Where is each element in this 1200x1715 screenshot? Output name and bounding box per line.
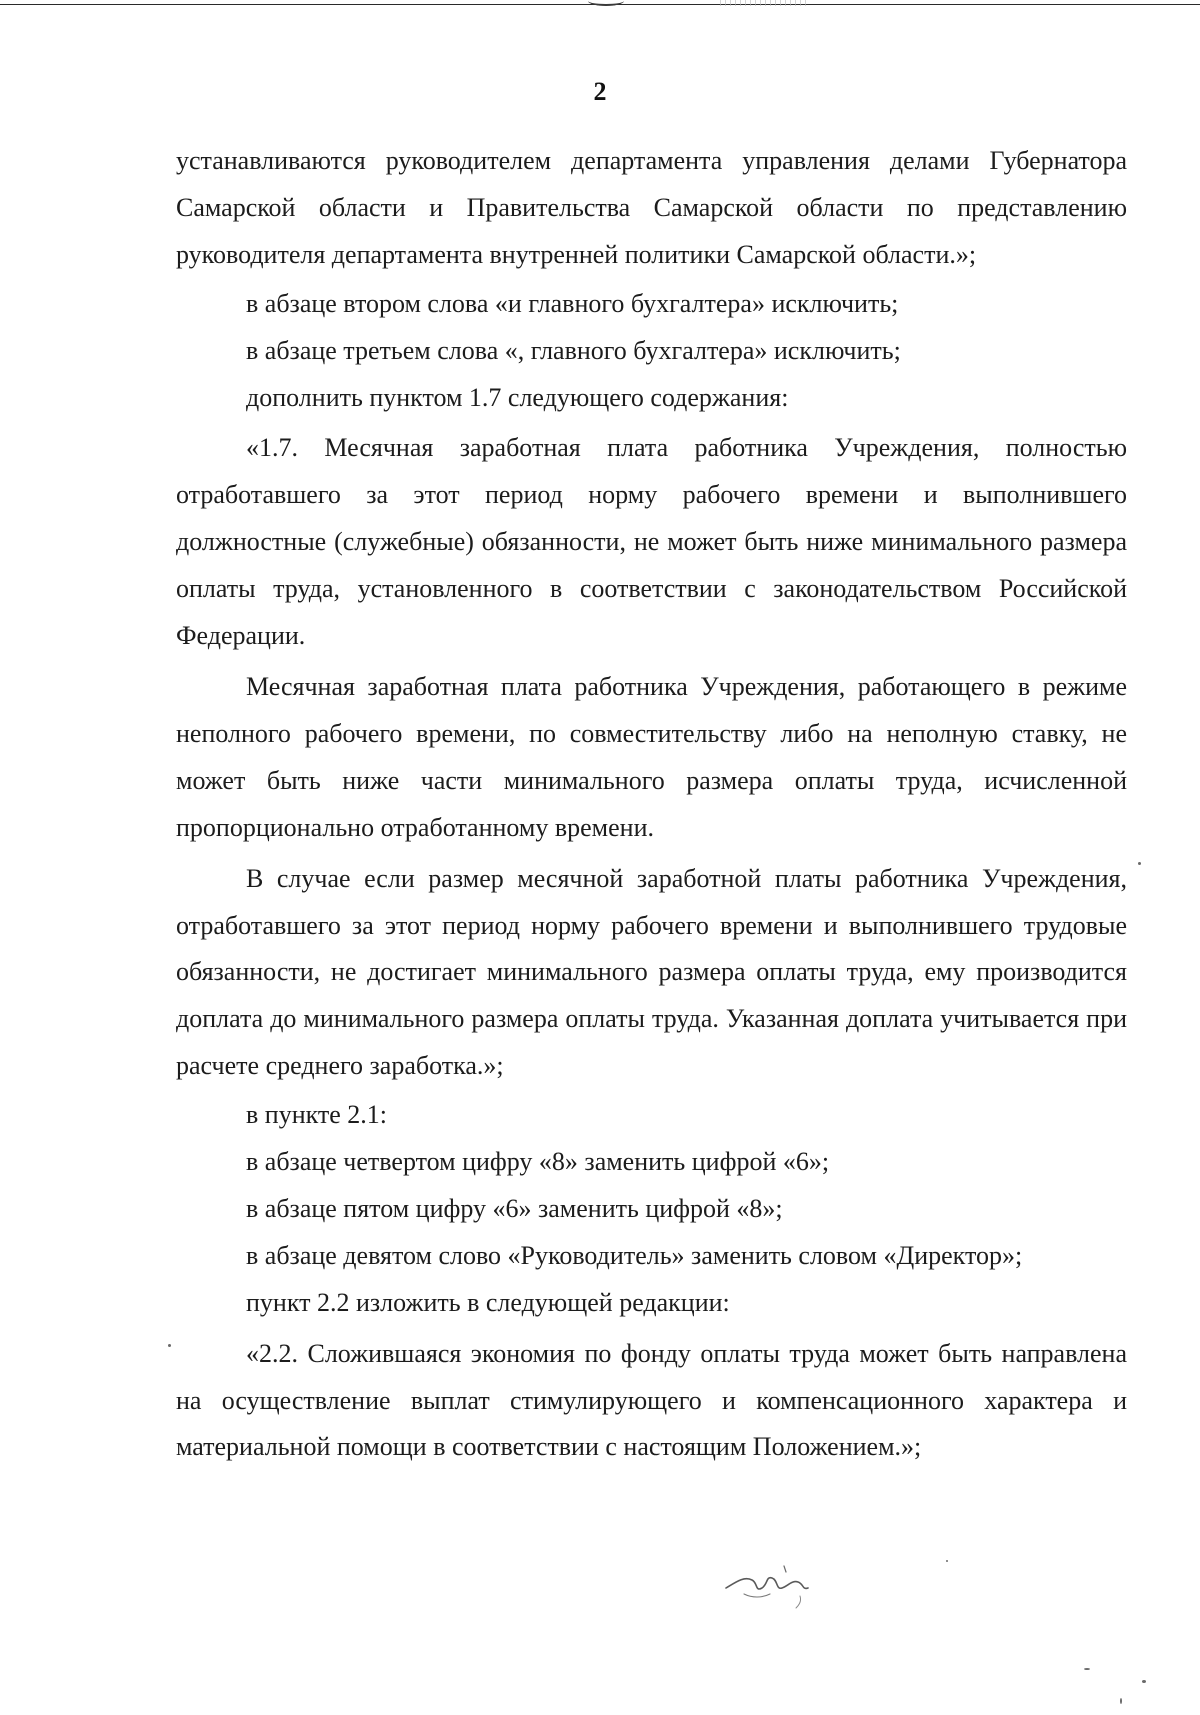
paragraph-amendment: в абзаце девятом слово «Руководитель» заменить словом «Директор»; [246, 1240, 1023, 1270]
scan-speck [1084, 1668, 1090, 1670]
paragraph-clause: «2.2. Сложившаяся экономия по фонду оплаты труда может быть направлена на осуществление выплат стимулирующего и компенсационного характера и материальной помощи в соответствии с настоящим Положением.»; [176, 1338, 1127, 1462]
paragraph-clause: В случае если размер месячной заработной платы работника Учреждения, отработавшего за этот период норму рабочего времени и выполнившего трудовые обязанности, не достигает минимального размера оплаты труда, ему производится доплата до минимального размера оплаты труда. Указанная доплата учитывается при расчете среднего заработка.»; [176, 863, 1127, 1081]
paragraph-amendment: в абзаце четвертом цифру «8» заменить цифрой «6»; [246, 1147, 830, 1177]
paragraph-clause: Месячная заработная плата работника Учреждения, работающего в режиме неполного рабочего времени, по совместительству либо на неполную ставку, не может быть ниже части минимального размера оплаты труда, исчисленной пропорционально отработанному времени. [176, 671, 1127, 842]
scan-speck [1120, 1698, 1122, 1704]
paragraph-amendment: пункт 2.2 изложить в следующей редакции: [246, 1287, 730, 1317]
paragraph-amendment: в абзаце втором слова «и главного бухгалтера» исключить; [246, 288, 899, 318]
paragraph-amendment: в пункте 2.1: [246, 1100, 388, 1130]
handwritten-initials [722, 1558, 814, 1610]
paragraph-clause: «1.7. Месячная заработная плата работника Учреждения, полностью отработавшего за этот период норму рабочего времени и выполнившего должностные (служебные) обязанности, не может быть ниже минимального размера оплаты труда, установленного в соответствии с законодательством Российской Федерации. [176, 433, 1127, 651]
document-body [176, 138, 1127, 1471]
scan-noise [720, 0, 810, 6]
scan-speck [1138, 862, 1141, 865]
paragraph-amendment: в абзаце третьем слова «, главного бухгалтера» исключить; [246, 335, 901, 365]
scan-smudge-mark [588, 0, 624, 6]
paragraph-amendment: дополнить пунктом 1.7 следующего содержания: [246, 382, 789, 412]
scan-speck [946, 1560, 948, 1562]
paragraph-amendment: в абзаце пятом цифру «6» заменить цифрой «8»; [246, 1193, 783, 1223]
page-number: 2 [593, 77, 607, 106]
scan-speck [1142, 1680, 1146, 1683]
paragraph-continuation: устанавливаются руководителем департамента управления делами Губернатора Самарской области и Правительства Самарской области по представлению руководителя департамента внутренней политики Самарской области.»; [176, 146, 1127, 269]
scan-speck [168, 1344, 171, 1347]
